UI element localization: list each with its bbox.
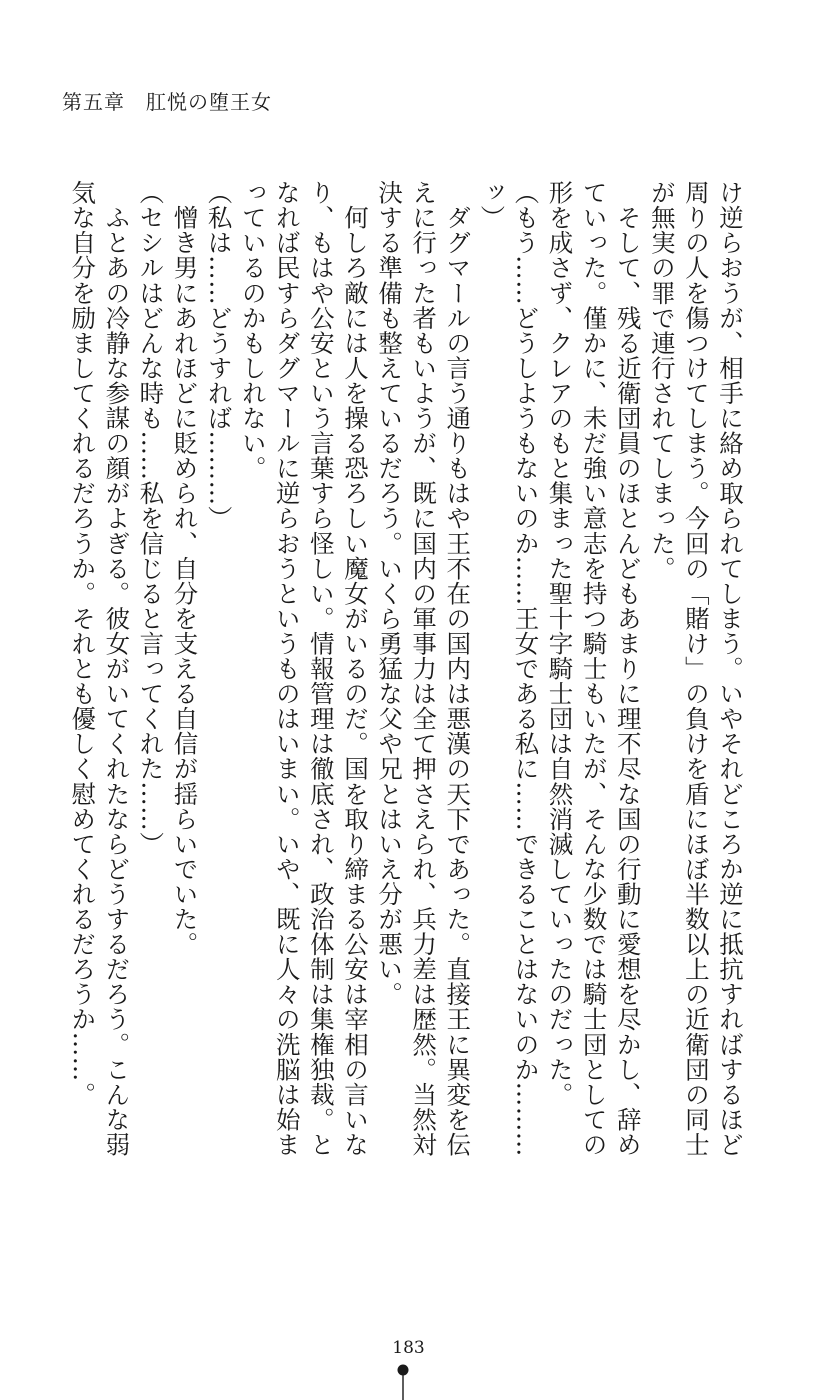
page-marker-icon [397,1364,409,1400]
chapter-title: 第五章 肛悦の堕王女 [62,90,272,114]
paragraph: 憎き男にあれほどに貶められ、自分を支える自信が揺らいでいた。 [170,180,200,957]
paragraph: そして、残る近衛団員のほとんどもあまりに理不尽な国の行動に愛想を尽かし、辞めていった。僅かに、未だ強い意志を持つ騎士もいたが、そんな少数では騎士団としての形を成さず、クレアのもと集まった聖十字騎士団は自然消滅していったのだった。 [545,180,643,1157]
paragraph: 何しろ敵には人を操る恐ろしい魔女がいるのだ。国を取り締まる公安は宰相の言いなり、もはや公安という言葉すら怪しい。情報管理は徹底され、政治体制は集権独裁。となれば民すらダグマールに逆らおうというものはいまい。いや、既に人々の洗脳は始まっているのかもしれない。 [238,180,370,1157]
paragraph: ダグマールの言う通りもはや王不在の国内は悪漢の天下であった。直接王に異変を伝えに行った者もいようが、既に国内の軍事力は全て押さえられ、兵力差は歴然。当然対決する準備も整えているだろう。いくら勇猛な父や兄とはいえ分が悪い。 [375,180,473,1157]
paragraph: ふとあの冷静な参謀の顔がよぎる。彼女がいてくれたならどうするだろう。こんな弱気な自分を励ましてくれるだろうか。それとも優しく慰めてくれるだろうか……。 [68,180,132,1157]
paragraph: （私は……どうすれば………） [204,180,234,531]
paragraph: け逆らおうが、相手に絡め取られてしまう。いやそれどころか逆に抵抗すればするほど周りの人を傷つけてしまう。今回の「賭け」の負けを盾にほぼ半数以上の近衛団の同士が無実の罪で連行されてしまった。 [647,180,745,1157]
paragraph: （もう……どうしようもないのか……王女である私に……できることはないのか………ッ） [477,180,541,1157]
paragraph: （セシルはどんな時も……私を信じると言ってくれた……） [136,180,166,857]
body-text [57,180,747,1160]
page-number: 183 [392,1338,425,1358]
